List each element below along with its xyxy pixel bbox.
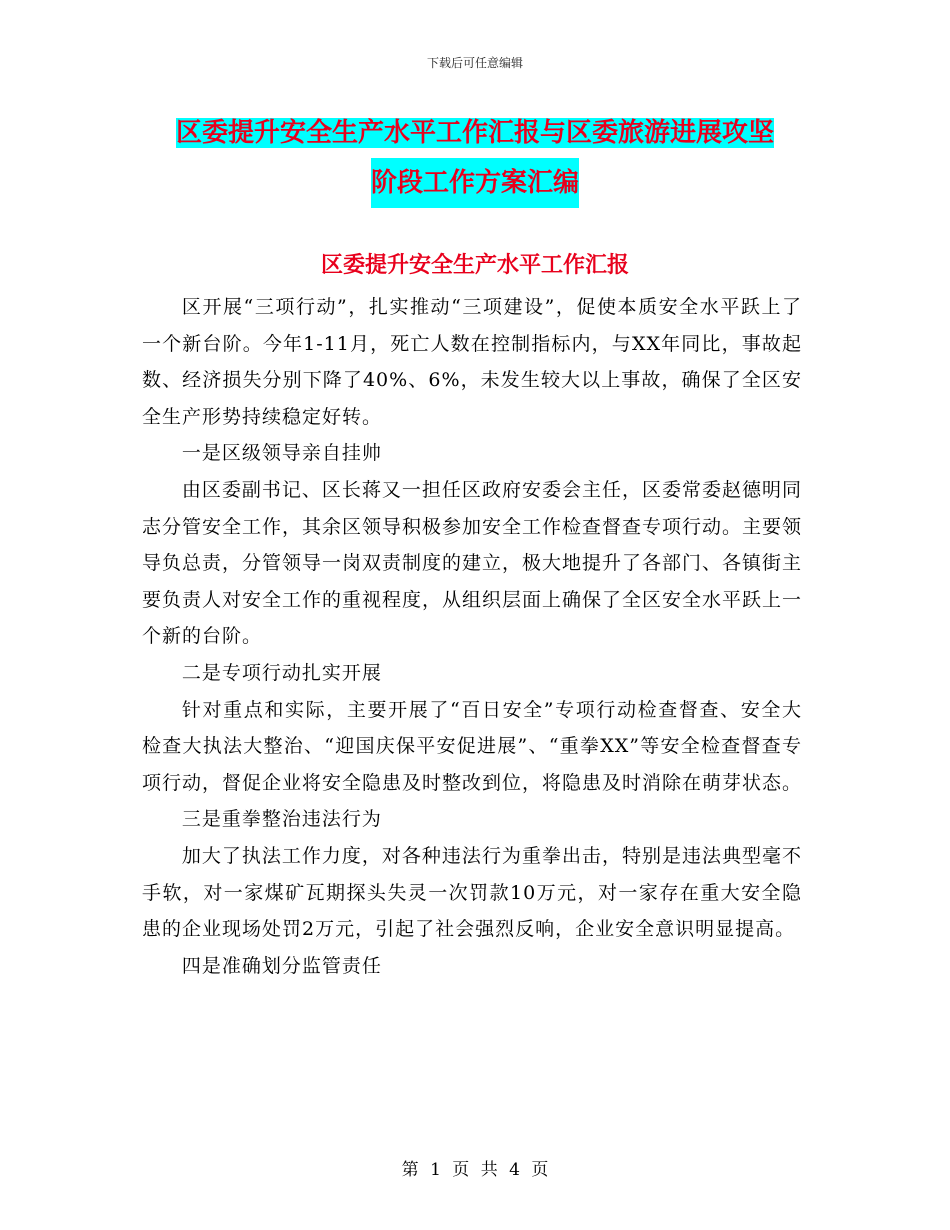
subheading-leadership: 一是区级领导亲自挂帅 — [181, 442, 382, 465]
document-title-line2: 阶段工作方案汇编 — [371, 158, 579, 208]
paragraph-special-action: 针对重点和实际，主要开展了“百日安全”专项行动检查督查、安全大检查大执法大整治、“迎国庆保平安促进展”、“重拳XX”等安全检查督查专项行动，督促企业将安全隐患及时整改到位，将隐患及时消除在萌芽状态。 — [142, 698, 803, 794]
document-body — [142, 289, 802, 984]
document-title — [0, 108, 950, 208]
paragraph-leadership: 由区委副书记、区长蒋又一担任区政府安委会主任，区委常委赵德明同志分管安全工作，其余区领导积极参加安全工作检查督查专项行动。主要领导负总责，分管领导一岗双责制度的建立，极大地提升了各部门、各镇街主要负责人对安全工作的重视程度，从组织层面上确保了全区安全水平跃上一个新的台阶。 — [142, 478, 803, 648]
subheading-responsibility: 四是准确划分监管责任 — [181, 954, 382, 977]
paragraph-intro: 区开展“三项行动”，扎实推动“三项建设”，促使本质安全水平跃上了一个新台阶。今年1-11月，死亡人数在控制指标内，与XX年同比，事故起数、经济损失分别下降了40%、6%，未发生较大以上事故，确保了全区安全生产形势持续稳定好转。 — [142, 296, 802, 428]
page-header: 下载后可任意编辑 — [426, 56, 523, 70]
paragraph-crackdown: 加大了执法工作力度，对各种违法行为重拳出击，特别是违法典型毫不手软，对一家煤矿瓦期探头失灵一次罚款10万元，对一家存在重大安全隐患的企业现场处罚2万元，引起了社会强烈反响，企业安全意识明显提高。 — [142, 844, 802, 941]
section-title: 区委提升安全生产水平工作汇报 — [320, 253, 629, 278]
page-footer: 第 1 页 共 4 页 — [401, 1160, 549, 1180]
subheading-special-action: 二是专项行动扎实开展 — [181, 661, 382, 684]
document-title-line1: 区委提升安全生产水平工作汇报与区委旅游进展攻坚 — [175, 118, 774, 148]
subheading-crackdown: 三是重拳整治违法行为 — [181, 808, 382, 831]
